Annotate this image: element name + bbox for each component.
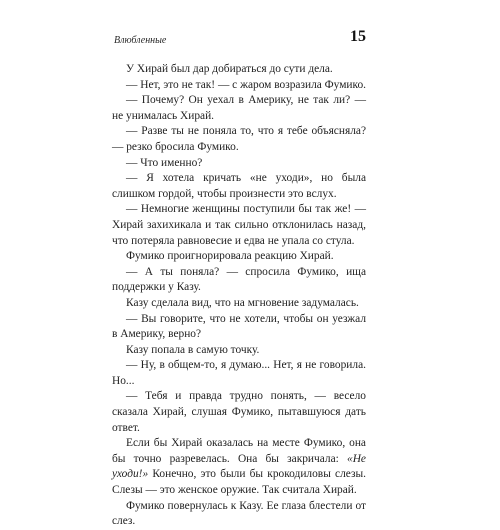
paragraph: Казу сделала вид, что на мгновение задумалась. xyxy=(126,296,359,309)
paragraph-text: Если бы Хирай оказалась на месте Фумико, она бы точно разревелась. Она бы закричала: xyxy=(112,437,366,465)
paragraph: — Немногие женщины поступили бы так же! — Хирай захихикала и так сильно отклонилась назад, что потеряла равновесие и едва не упала со стула. xyxy=(112,203,366,247)
paragraph: — Ну, в общем-то, я думаю... Нет, я не говорила. Но... xyxy=(112,359,366,387)
paragraph xyxy=(112,436,366,498)
paragraph: — Вы говорите, что не хотели, чтобы он уезжал в Америку, верно? xyxy=(112,312,366,341)
book-page xyxy=(112,28,367,528)
paragraph: — А ты поняла? — спросила Фумико, ища поддержки у Казу. xyxy=(112,265,366,294)
paragraph: — Нет, это не так! — с жаром возразила Фумико. xyxy=(126,78,367,91)
paragraph: — Я хотела кричать «не уходи», но была слишком гордой, чтобы произнести это вслух. xyxy=(112,172,366,200)
page-number: 15 xyxy=(350,28,366,45)
running-head xyxy=(112,28,366,50)
paragraph: — Тебя и правда трудно понять, — весело сказала Хирай, слушая Фумико, пытавшуюся дать ответ. xyxy=(112,390,366,434)
paragraph: У Хирай был дар добираться до сути дела. xyxy=(126,63,333,75)
paragraph: Казу попала в самую точку. xyxy=(126,343,260,356)
emphasis-text: «Не уходи!» xyxy=(112,452,366,481)
paragraph: — Что именно? xyxy=(126,156,203,169)
running-title: Влюбленные xyxy=(114,35,167,46)
paragraph: — Почему? Он уехал в Америку, не так ли? — не унималась Хирай. xyxy=(112,94,366,122)
paragraph-text: Конечно, это были бы крокодиловы слезы. Слезы — это женское оружие. Так считала Хирай. xyxy=(112,468,366,497)
paragraph: Фумико повернулась к Казу. Ее глаза блестели от слез. xyxy=(112,499,366,528)
body-text xyxy=(112,62,366,530)
paragraph: Фумико проигнорировала реакцию Хирай. xyxy=(126,250,334,263)
paragraph: — Разве ты не поняла то, что я тебе объясняла? — резко бросила Фумико. xyxy=(112,125,366,153)
